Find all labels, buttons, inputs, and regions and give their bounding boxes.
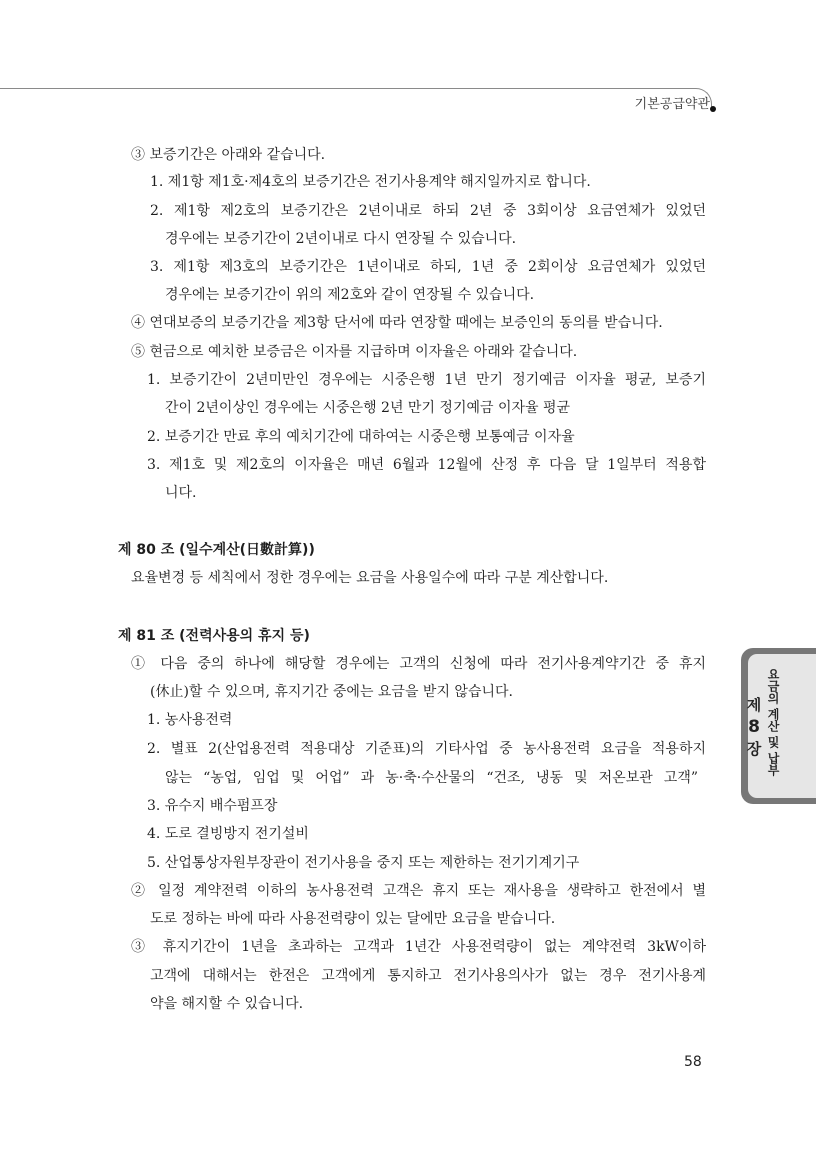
list-item-1: 1. 보증기간이 2년미만인 경우에는 시중은행 1년 만기 정기예금 이자율 평균, 보증기: [147, 372, 706, 388]
paragraph-2-cont: 도로 정하는 바에 따라 사용전력량이 있는 달에만 요금을 받습니다.: [150, 911, 556, 927]
article-81-heading: 제 81 조 (전력사용의 휴지 등): [118, 628, 310, 644]
page-number: 58: [684, 1054, 702, 1070]
list-item-2: 2. 보증기간 만료 후의 예치기간에 대하여는 시중은행 보통예금 이자율: [147, 429, 575, 445]
list-item-4: 4. 도로 결빙방지 전기설비: [147, 826, 309, 842]
list-item-1: 1. 제1항 제1호·제4호의 보증기간은 전기사용계약 해지일까지로 합니다.: [150, 174, 591, 190]
list-item-1: 1. 농사용전력: [147, 712, 233, 728]
list-item-2: 2. 별표 2(산업용전력 적용대상 기준표)의 기타사업 중 농사용전력 요금을 적용하지: [147, 741, 706, 757]
chapter-number: [746, 694, 762, 760]
paragraph-3-cont2: 약을 해지할 수 있습니다.: [150, 996, 304, 1012]
list-item-2: 2. 제1항 제2호의 보증기간은 2년이내로 하되 2년 중 3회이상 요금연체가 있었던: [150, 203, 706, 219]
list-item-3-cont: 경우에는 보증기간이 위의 제2호와 같이 연장될 수 있습니다.: [165, 287, 535, 303]
chapter-title: [766, 668, 782, 776]
paragraph-1-cont: (休止)할 수 있으며, 휴지기간 중에는 요금을 받지 않습니다.: [150, 684, 513, 700]
article-80-text: 요율변경 등 세칙에서 정한 경우에는 요금을 사용일수에 따라 구분 계산합니다.: [131, 570, 609, 586]
chapter-title-part-1: 요금의: [766, 668, 780, 704]
list-item-3: 3. 제1항 제3호의 보증기간은 1년이내로 하되, 1년 중 2회이상 요금연체가 있었던: [150, 259, 706, 275]
paragraph-2: ② 일정 계약전력 이하의 농사용전력 고객은 휴지 또는 재사용을 생략하고 한전에서 별: [131, 883, 706, 899]
paragraph-3-cont: 고객에 대해서는 한전은 고객에게 통지하고 전기사용의사가 없는 경우 전기사용계: [150, 968, 706, 984]
list-item-2-cont: 않는 “농업, 임업 및 어업” 과 농·축·수산물의 “건조, 냉동 및 저온보관 고객”: [165, 770, 698, 786]
chapter-title-part-2: 계산: [766, 708, 780, 732]
paragraph-3: ③ 휴지기간이 1년을 초과하는 고객과 1년간 사용전력량이 없는 계약전력 3kW이하: [131, 939, 706, 955]
list-item-3: 3. 제1호 및 제2호의 이자율은 매년 6월과 12월에 산정 후 다음 달 1일부터 적용합: [147, 457, 706, 473]
chapter-title-part-4: 납부: [766, 752, 780, 776]
header-rule: [0, 88, 712, 108]
paragraph-1: ① 다음 중의 하나에 해당할 경우에는 고객의 신청에 따라 전기사용계약기간 중 휴지: [131, 656, 706, 672]
header-dot: [710, 106, 716, 112]
list-item-2-cont: 경우에는 보증기간이 2년이내로 다시 연장될 수 있습니다.: [165, 231, 517, 247]
list-item-3: 3. 유수지 배수펌프장: [147, 798, 278, 814]
chapter-label: 제: [746, 696, 762, 714]
chapter-suffix: 장: [746, 740, 762, 758]
paragraph-4: ④ 연대보증의 보증기간을 제3항 단서에 따라 연장할 때에는 보증인의 동의를 받습니다.: [131, 315, 663, 331]
list-item-5: 5. 산업통상자원부장관이 전기사용을 중지 또는 제한하는 전기기계기구: [147, 855, 580, 871]
article-80-heading: 제 80 조 (일수계산(日數計算)): [118, 542, 315, 558]
chapter-title-part-3: 및: [766, 736, 780, 748]
running-header-title: 기본공급약관: [634, 97, 710, 112]
chapter-num: 8: [748, 717, 760, 737]
paragraph-5: ⑤ 현금으로 예치한 보증금은 이자를 지급하며 이자율은 아래와 같습니다.: [131, 344, 578, 360]
list-item-1-cont: 간이 2년이상인 경우에는 시중은행 2년 만기 정기예금 이자율 평균: [165, 400, 571, 416]
list-item-3-cont: 니다.: [165, 485, 197, 501]
paragraph-3: ③ 보증기간은 아래와 같습니다.: [131, 147, 326, 163]
